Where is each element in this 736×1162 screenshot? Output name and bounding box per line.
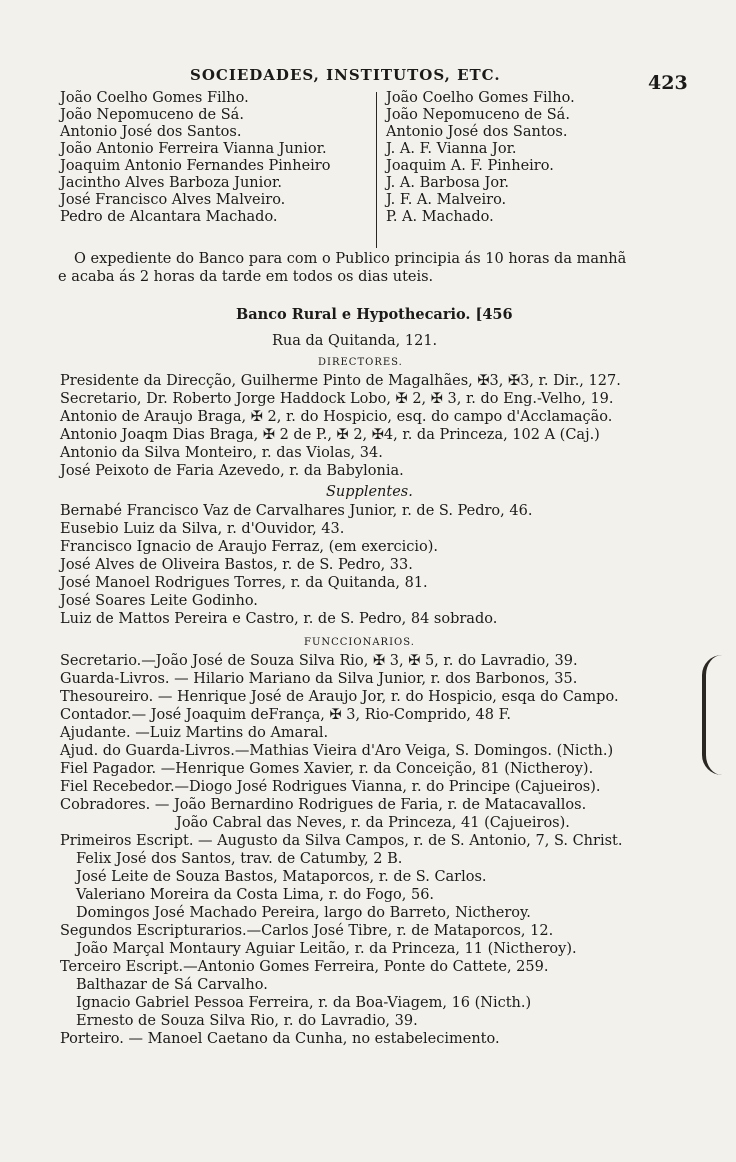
list-item: Thesoureiro. — Henrique José de Araujo Jor, r. do Hospicio, esqa do Campo. xyxy=(60,689,619,705)
list-item: Domingos José Machado Pereira, largo do Barreto, Nictheroy. xyxy=(76,905,531,921)
list-item: José Leite de Souza Bastos, Mataporcos, r. de S. Carlos. xyxy=(76,869,487,885)
list-item: Luiz de Mattos Pereira e Castro, r. de S. Pedro, 84 sobrado. xyxy=(60,611,498,627)
margin-mark xyxy=(702,655,736,775)
list-item: J. A. F. Vianna Jor. xyxy=(386,141,517,157)
list-item: Ernesto de Souza Silva Rio, r. do Lavradio, 39. xyxy=(76,1013,418,1029)
list-item: Guarda-Livros. — Hilario Mariano da Silva Junior, r. dos Barbonos, 35. xyxy=(60,671,578,687)
page-number: 423 xyxy=(648,72,688,94)
list-item: Segundos Escripturarios.—Carlos José Tibre, r. de Mataporcos, 12. xyxy=(60,923,554,939)
list-item: Terceiro Escript.—Antonio Gomes Ferreira, Ponte do Cattete, 259. xyxy=(60,959,549,975)
list-item: Secretario.—João José de Souza Silva Rio, ✠ 3, ✠ 5, r. do Lavradio, 39. xyxy=(60,653,578,669)
list-item: José Francisco Alves Malveiro. xyxy=(60,192,286,208)
list-item: Joaquim A. F. Pinheiro. xyxy=(386,158,554,174)
list-item: Contador.— José Joaquim deFrança, ✠ 3, Rio-Comprido, 48 F. xyxy=(60,707,512,723)
bank-address: Rua da Quitanda, 121. xyxy=(272,333,438,349)
list-item: José Manoel Rodrigues Torres, r. da Quitanda, 81. xyxy=(60,575,428,591)
list-item: Secretario, Dr. Roberto Jorge Haddock Lobo, ✠ 2, ✠ 3, r. do Eng.-Velho, 19. xyxy=(60,391,614,407)
list-item: José Alves de Oliveira Bastos, r. de S. Pedro, 33. xyxy=(60,557,413,573)
list-item: Ajud. do Guarda-Livros.—Mathias Vieira d'Aro Veiga, S. Domingos. (Nicth.) xyxy=(60,743,614,759)
list-item: Bernabé Francisco Vaz de Carvalhares Junior, r. de S. Pedro, 46. xyxy=(60,503,533,519)
list-item: Pedro de Alcantara Machado. xyxy=(60,209,278,225)
list-item: Joaquim Antonio Fernandes Pinheiro xyxy=(60,158,331,174)
list-item: Porteiro. — Manoel Caetano da Cunha, no estabelecimento. xyxy=(60,1031,500,1047)
list-item: Balthazar de Sá Carvalho. xyxy=(76,977,268,993)
list-item: Francisco Ignacio de Araujo Ferraz, (em exercicio). xyxy=(60,539,439,555)
bank-title: Banco Rural e Hypothecario. [456 xyxy=(236,306,513,323)
list-item: João Coelho Gomes Filho. xyxy=(386,90,575,106)
list-item: João Cabral das Neves, r. da Princeza, 41 (Cajueiros). xyxy=(176,815,570,831)
list-item: Ignacio Gabriel Pessoa Ferreira, r. da Boa-Viagem, 16 (Nicth.) xyxy=(76,995,532,1011)
right-names-column xyxy=(386,90,575,226)
left-names-column xyxy=(60,90,330,226)
funccionarios-heading: FUNCCIONARIOS. xyxy=(304,637,415,648)
list-item: Antonio José dos Santos. xyxy=(60,124,242,140)
list-item: Fiel Pagador. —Henrique Gomes Xavier, r. da Conceição, 81 (Nictheroy). xyxy=(60,761,594,777)
list-item: Eusebio Luiz da Silva, r. d'Ouvidor, 43. xyxy=(60,521,345,537)
expediente-line: e acaba ás 2 horas da tarde em todos os dias uteis. xyxy=(58,269,434,285)
list-item: P. A. Machado. xyxy=(386,209,494,225)
list-item: Ajudante. —Luiz Martins do Amaral. xyxy=(60,725,329,741)
supplentes-heading: Supplentes. xyxy=(326,484,413,500)
list-item: Jacintho Alves Barboza Junior. xyxy=(60,175,282,191)
column-divider xyxy=(376,92,377,248)
directores-heading: DIRECTORES. xyxy=(318,357,403,368)
list-item: Cobradores. — João Bernardino Rodrigues de Faria, r. de Matacavallos. xyxy=(60,797,587,813)
list-item: João Coelho Gomes Filho. xyxy=(60,90,249,106)
list-item: José Soares Leite Godinho. xyxy=(60,593,258,609)
list-item: Primeiros Escript. — Augusto da Silva Campos, r. de S. Antonio, 7, S. Christ. xyxy=(60,833,623,849)
expediente-line: O expediente do Banco para com o Publico principia ás 10 horas da manhã xyxy=(74,251,627,267)
list-item: Antonio de Araujo Braga, ✠ 2, r. do Hospicio, esq. do campo d'Acclamação. xyxy=(60,409,613,425)
list-item: J. A. Barbosa Jor. xyxy=(386,175,510,191)
list-item: João Antonio Ferreira Vianna Junior. xyxy=(60,141,327,157)
list-item: José Peixoto de Faria Azevedo, r. da Babylonia. xyxy=(60,463,404,479)
list-item: Presidente da Direcção, Guilherme Pinto de Magalhães, ✠3, ✠3, r. Dir., 127. xyxy=(60,373,621,389)
page-header: SOCIEDADES, INSTITUTOS, ETC. xyxy=(190,66,501,84)
list-item: Antonio da Silva Monteiro, r. das Violas, 34. xyxy=(60,445,383,461)
list-item: Valeriano Moreira da Costa Lima, r. do Fogo, 56. xyxy=(76,887,435,903)
list-item: Antonio Joaqm Dias Braga, ✠ 2 de P., ✠ 2, ✠4, r. da Princeza, 102 A (Caj.) xyxy=(60,427,600,443)
list-item: João Nepomuceno de Sá. xyxy=(386,107,570,123)
list-item: Felix José dos Santos, trav. de Catumby, 2 B. xyxy=(76,851,403,867)
list-item: João Nepomuceno de Sá. xyxy=(60,107,244,123)
list-item: J. F. A. Malveiro. xyxy=(386,192,507,208)
list-item: Antonio José dos Santos. xyxy=(386,124,568,140)
list-item: João Marçal Montaury Aguiar Leitão, r. da Princeza, 11 (Nictheroy). xyxy=(76,941,577,957)
list-item: Fiel Recebedor.—Diogo José Rodrigues Vianna, r. do Principe (Cajueiros). xyxy=(60,779,601,795)
